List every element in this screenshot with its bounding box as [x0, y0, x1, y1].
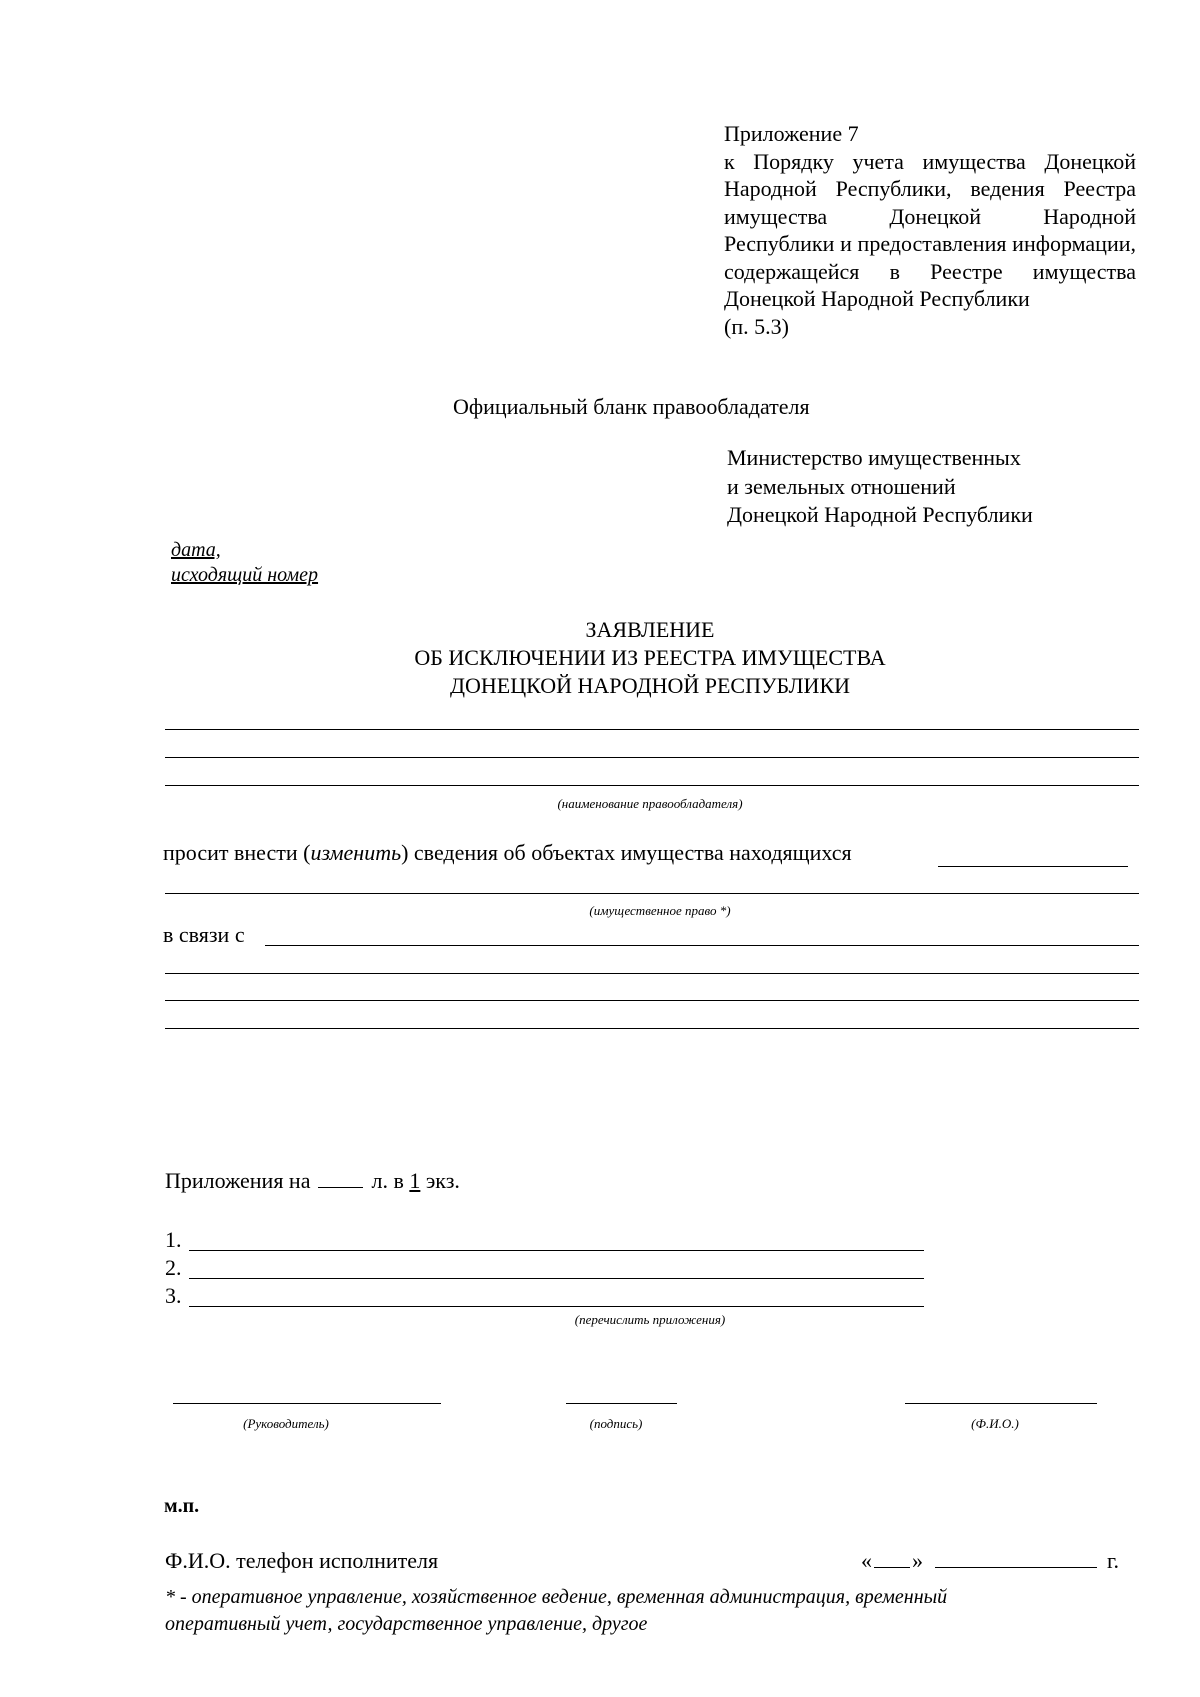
attachments-caption: (перечислить приложения)	[574, 1312, 726, 1327]
request-text	[163, 840, 852, 866]
outgoing-number-label: исходящий номер	[171, 564, 319, 586]
reason-field-line-4[interactable]	[165, 1028, 1139, 1029]
day-field[interactable]	[874, 1549, 910, 1568]
signature-caption: (подпись)	[589, 1416, 643, 1431]
attachments-prefix: Приложения на	[165, 1168, 311, 1193]
addressee-line-2: и земельных отношений	[727, 473, 956, 499]
copies-count: 1	[409, 1168, 421, 1193]
attachment-field-line-2[interactable]	[189, 1278, 924, 1279]
connection-label: в связи с	[163, 922, 245, 947]
addressee-line-3: Донецкой Народной Республики	[727, 502, 1033, 527]
attachment-field-line-3[interactable]	[189, 1306, 924, 1307]
reason-field-line-3[interactable]	[165, 1000, 1139, 1001]
year-suffix: г.	[1107, 1548, 1120, 1573]
footnote: * - оперативное управление, хозяйственное ведение, временная администрация, временный оперативный учет, государственное управление, другое	[165, 1586, 948, 1635]
document-title-line-2: ОБ ИСКЛЮЧЕНИИ ИЗ РЕЕСТРА ИМУЩЕСТВА	[414, 645, 886, 670]
head-caption: (Руководитель)	[243, 1416, 329, 1431]
full-name-caption: (Ф.И.О.)	[971, 1416, 1019, 1431]
owner-name-caption: (наименование правообладателя)	[557, 796, 743, 811]
head-signature-line[interactable]	[173, 1403, 441, 1404]
sheets-count-field[interactable]	[318, 1169, 363, 1188]
date-label: дата,	[171, 539, 221, 561]
attachments-middle: л. в	[371, 1168, 404, 1193]
appendix-header	[724, 120, 1136, 340]
attachment-field-line-1[interactable]	[189, 1250, 924, 1251]
full-name-line[interactable]	[905, 1403, 1097, 1404]
location-field-line[interactable]	[938, 866, 1128, 867]
official-blank-label: Официальный бланк правообладателя	[453, 394, 810, 419]
date-close-quote: »	[912, 1548, 923, 1573]
addressee-line-1: Министерство имущественных	[727, 445, 1021, 470]
attachment-number-1: 1.	[165, 1227, 182, 1252]
owner-name-field-line-3[interactable]	[165, 785, 1139, 786]
request-text-part-1: просит внести (	[163, 840, 311, 865]
appendix-reference: (п. 5.3)	[724, 313, 789, 339]
reason-field-line-1[interactable]	[265, 945, 1139, 946]
owner-name-field-line-1[interactable]	[165, 729, 1139, 730]
appendix-title: Приложение 7	[724, 121, 859, 146]
document-title	[0, 616, 1200, 700]
owner-name-field-line-2[interactable]	[165, 757, 1139, 758]
document-title-line-1: ЗАЯВЛЕНИЕ	[585, 617, 715, 642]
attachment-number-3: 3.	[165, 1283, 182, 1308]
property-right-field-line[interactable]	[165, 893, 1139, 894]
date-fill	[861, 1548, 1119, 1574]
appendix-text: к Порядку учета имущества Донецкой Народной Республики, ведения Реестра имущества Донецкой Народной Республики и предоставления информации, содержащейся в Реестре имущества Донецкой Народной Республики	[724, 148, 1136, 311]
attachments-suffix: экз.	[425, 1168, 460, 1193]
attachment-number-2: 2.	[165, 1255, 182, 1280]
signature-line[interactable]	[566, 1403, 677, 1404]
executor-label: Ф.И.О. телефон исполнителя	[165, 1548, 439, 1573]
reason-field-line-2[interactable]	[165, 973, 1139, 974]
document-title-line-3: ДОНЕЦКОЙ НАРОДНОЙ РЕСПУБЛИКИ	[449, 673, 851, 698]
property-right-caption: (имущественное право *)	[589, 903, 731, 918]
date-number-note	[171, 538, 318, 588]
month-year-field[interactable]	[935, 1549, 1097, 1568]
request-text-part-2: ) сведения об объектах имущества находящихся	[401, 840, 852, 865]
stamp-place-label: м.п.	[164, 1495, 200, 1517]
date-open-quote: «	[861, 1548, 872, 1573]
request-text-italic: изменить	[310, 840, 402, 865]
addressee-block	[727, 444, 1033, 530]
attachments-summary	[165, 1168, 460, 1194]
